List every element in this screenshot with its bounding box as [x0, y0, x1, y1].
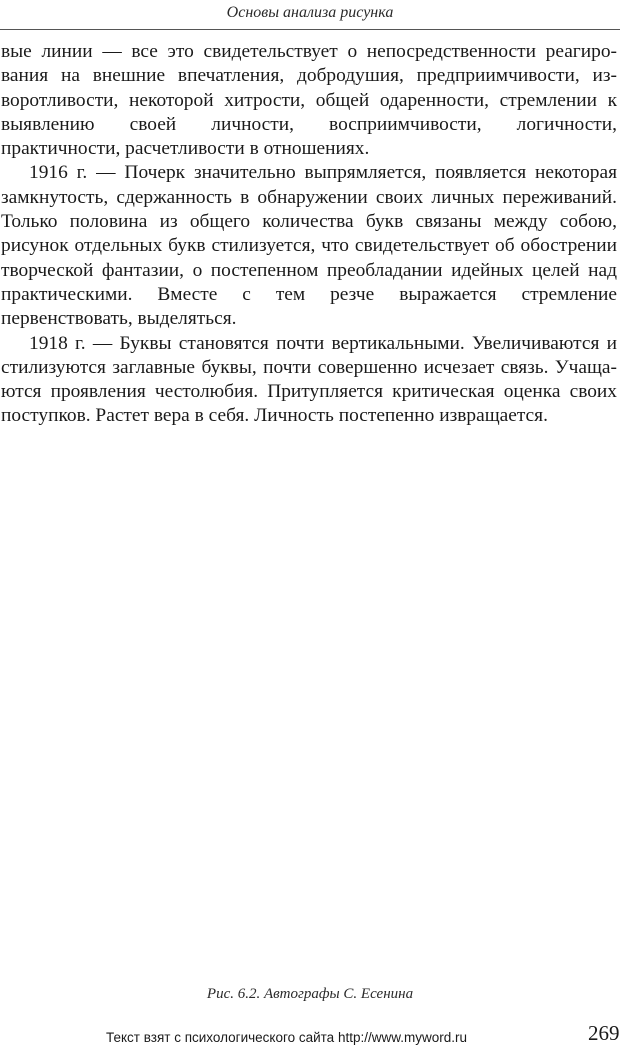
paragraph-2: 1916 г. — Почерк значительно выпрямляется, появляется некоторая замкнутость, сдержанность в обнаружении своих личных переживаний. Только половина из общего количества букв связаны между собою, рисунок отдельных букв стилизуется, что свидетельствует об обострении творческой фантазии, о постепенном преобладании идейных целей над практическими. Вместе с тем резче выражается стремление первенствовать, выделяться.	[1, 162, 617, 330]
running-header: Основы анализа рисунка	[226, 4, 394, 21]
page-number: 269	[588, 1021, 620, 1045]
paragraph-1: вые линии — все это свидетельствует о непосредственности реагирования на внешние впечатления, добродушия, предприимчивости, изворотливости, некоторой хитрости, общей одаренности, стремлении к выявлению своей личности, восприимчивости, логичности, практичности, расчетливости в отношениях.	[1, 41, 617, 160]
paragraph-3: 1918 г. — Буквы становятся почти вертикальными. Увеличиваются и стилизуются заглавные буквы, почти совершенно исчезает связь. Учащаются проявления честолюбия. Притупляется критическая оценка своих поступков. Растет вера в себя. Личность постепенно извращается.	[1, 332, 617, 427]
figure-caption: Рис. 6.2. Автографы С. Есенина	[206, 986, 414, 1002]
header-rule	[0, 29, 620, 30]
source-note: Текст взят с психологического сайта http://www.myword.ru	[106, 1030, 467, 1045]
body-text	[1, 40, 617, 429]
